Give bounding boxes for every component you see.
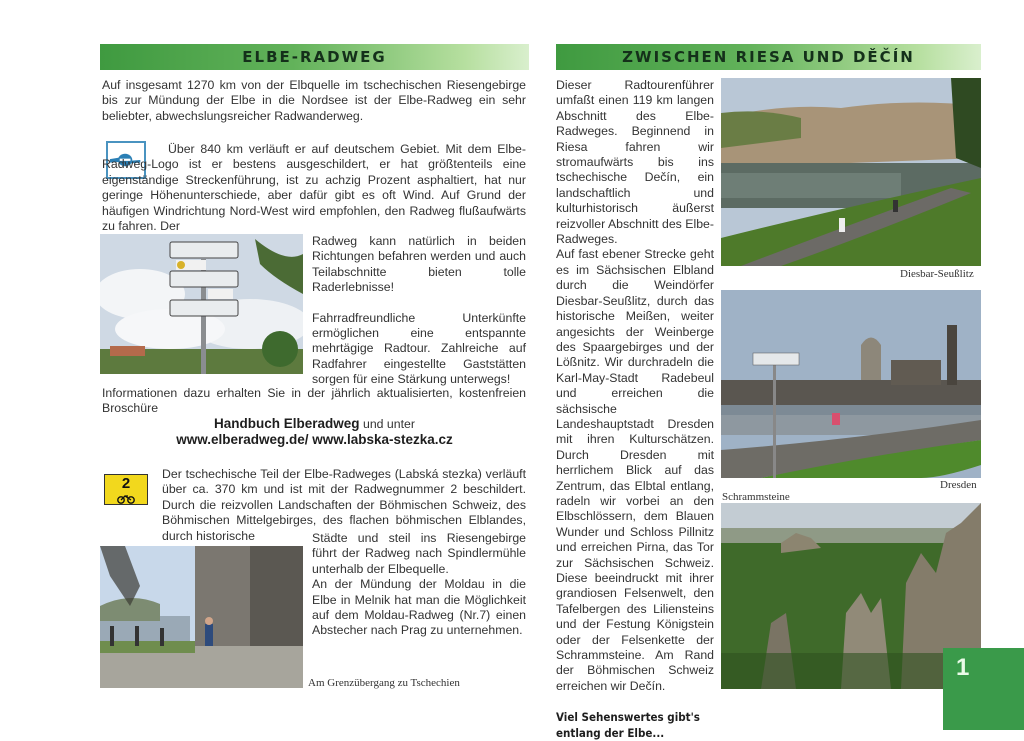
photo-border-crossing (100, 546, 303, 688)
handbook-title: Handbuch Elberadweg (214, 416, 360, 431)
bicycle-icon (117, 494, 135, 504)
accommodation-text: Fahrradfreundliche Unterkünfte ermöglichen eine entspannte mehrtägige Radtour. Zahlreiche auf Radfahrer eingestellte Gaststätten sorgen für eine Stärkung unterwegs! (312, 310, 526, 387)
photo-caption-border: Am Grenzübergang zu Tschechien (308, 677, 460, 689)
czech-section-text: Der tschechische Teil der Elbe-Radweges (Labská stezka) verläuft über ca. 370 km und ist mit der Radwegnummer 2 beschildert. Durch die reizvollen Landschaften der Böhmischen Schweiz, des Böhmischen Mittelgebirges, des flachen böhmischen Elblandes, durch historische (162, 467, 526, 543)
section-title: ZWISCHEN RIESA UND DĚČÍN (622, 48, 915, 66)
german-section-paragraph (102, 142, 526, 234)
website-links[interactable]: www.elberadweg.de/ www.labska-stezka.cz (176, 432, 453, 447)
moldau-text: An der Mündung der Moldau in die Elbe in Melnik hat man die Möglichkeit auf dem Moldau-Radweg (Nr.7) einen Abstecher nach Prag zu unternehmen. (312, 577, 526, 638)
handbook-suffix: und unter (359, 417, 415, 431)
brochure-info (100, 416, 529, 447)
route-2-sign-icon (104, 474, 148, 505)
route-number: 2 (121, 475, 131, 492)
route-description (556, 78, 714, 741)
closing-text: Viel Sehenswertes gibt's entlang der Elbe... (556, 710, 700, 741)
photo-diesbar-seusslitz (721, 78, 981, 266)
german-section-text: Über 840 km verläuft er auf deutschem Gebiet. Mit dem Elbe-Radweg-Logo ist er bestens ausgeschildert, er hat größtenteils eine eigenständige Streckenführung, ist zu achzig Prozent asphaltiert, hat nur geringe Höhenunterschiede, aber dafür gibt es oft Wind. Auf Grund der häufigen Windrichtung Nord-West wird empfohlen, den Radweg flußaufwärts zu fahren. Der (102, 142, 526, 234)
section-header-elbe-radweg (100, 44, 529, 70)
route-details-text: Auf fast ebener Strecke geht es im Sächsischen Elbland durch die Weindörfer Diesbar-Seußlitz, durch das historische Meißen, weiter angesichts der Weinberge des Spaargebirges und der Lößnitz. Wir durchradeln die Karl-May-Stadt Radebeul und erreichen die sächsische Landeshauptstadt Dresden mit ihren Kulturschätzen. Durch Dresden mit herrlichem Blick auf das Zentrum, das Elbtal entlang, radeln wir vorbei an den Elbschlössern, dem Blauen Wunder und Schloss Pillnitz und erreichen Pirna, das Tor zur Sächsischen Schweiz. Diese beeindruckt mit ihrer grandiosen Felsenwelt, den Tafelbergen des Liliensteins und der Festung Königstein oder der Felsenkette der Schrammsteine. Am Rand der Böhmischen Schweiz erreichen wir Dečín. (556, 247, 714, 693)
photo-caption-dresden: Dresden (940, 479, 977, 491)
route-intro-text: Dieser Radtourenführer umfaßt einen 119 km langen Abschnitt des Elbe-Radweges. Beginnend in Riesa fahren wir stromaufwärts bis ins tschechische Dečín, ein landschaftlich und kulturhistorisch äußerst reizvoller Abschnitt des Elbe-Radweges. (556, 78, 714, 247)
info-text: Informationen dazu erhalten Sie in der jährlich aktualisierten, kostenfreien Broschüre (102, 386, 526, 416)
czech-section-continuation (312, 531, 526, 639)
intro-text: Auf insgesamt 1270 km von der Elbquelle im tschechischen Riesengebirge bis zur Mündung der Elbe in die Nordsee ist der Elbe-Radweg ein sehr beliebter, abwechslungsreicher Radwanderweg. (102, 78, 526, 123)
page-number-box (943, 648, 1024, 730)
czech-route-text: Städte und steil ins Riesengebirge führt der Radweg nach Spindlermühle unterhalb der Elbequelle. (312, 531, 526, 576)
info-paragraph (102, 386, 526, 417)
photo-schrammsteine (721, 503, 981, 689)
photo-signpost (100, 234, 303, 374)
section-header-riesa-decin (556, 44, 981, 70)
section-title: ELBE-RADWEG (242, 48, 387, 66)
page-number: 1 (956, 654, 970, 681)
photo-caption-diesbar: Diesbar-Seußlitz (900, 268, 974, 280)
photo-dresden (721, 290, 981, 478)
intro-paragraph (102, 78, 526, 124)
photo-caption-schrammsteine: Schrammsteine (722, 491, 790, 503)
directions-text: Radweg kann natürlich in beiden Richtungen befahren werden und auch Teilabschnitte bieten tolle Raderlebnisse! (312, 234, 526, 295)
directions-paragraph (312, 234, 526, 388)
